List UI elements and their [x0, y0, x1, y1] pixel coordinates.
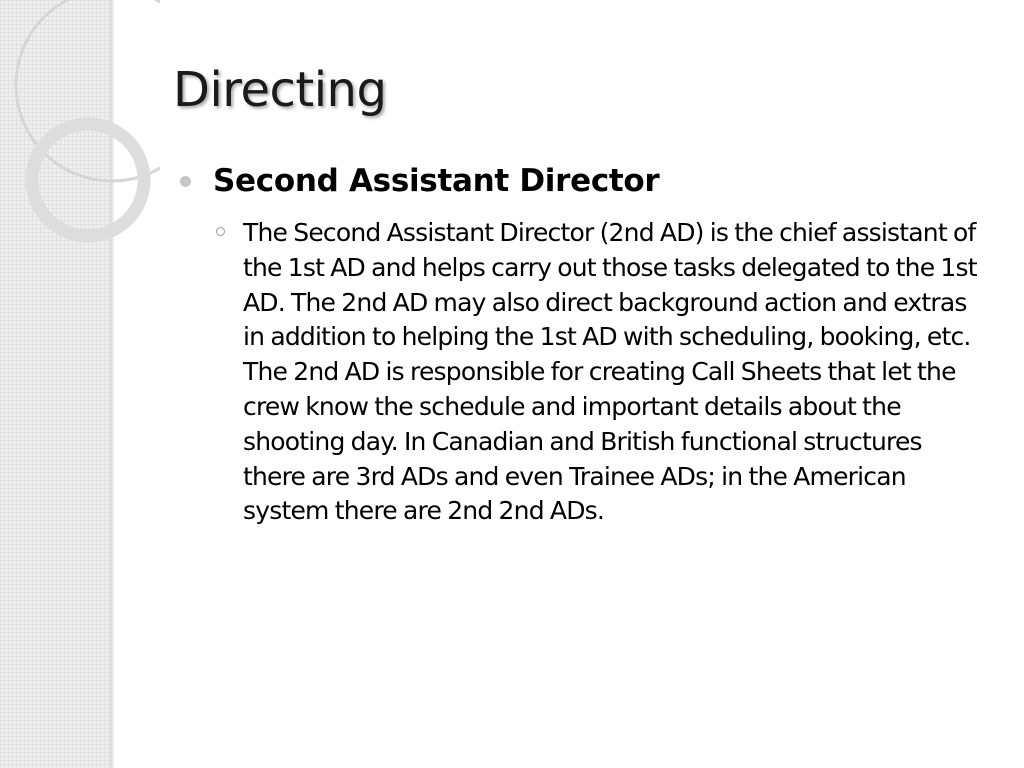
bullet-item: [180, 162, 980, 201]
sub-bullet-text: The Second Assistant Director (2nd AD) is the chief assistant of the 1st AD and helps carry out those tasks delegated to the 1st AD. The 2nd AD may also direct background action and extras in addition to helping the 1st AD with scheduling, booking, etc. The 2nd AD is responsible for creating Call Sheets that let the crew know the schedule and important details about the shooting day. In Canadian and British functional structures there are 3rd ADs and even Trainee ADs; in the American system there are 2nd 2nd ADs.: [243, 218, 977, 526]
sub-bullet-item: [216, 216, 976, 529]
slide-title: Directing: [173, 62, 387, 118]
bullet-heading: Second Assistant Director: [213, 163, 660, 199]
bullet-dot-icon: [180, 176, 191, 187]
decorative-rings: [0, 0, 160, 260]
bullet-ring-icon: [216, 227, 225, 236]
